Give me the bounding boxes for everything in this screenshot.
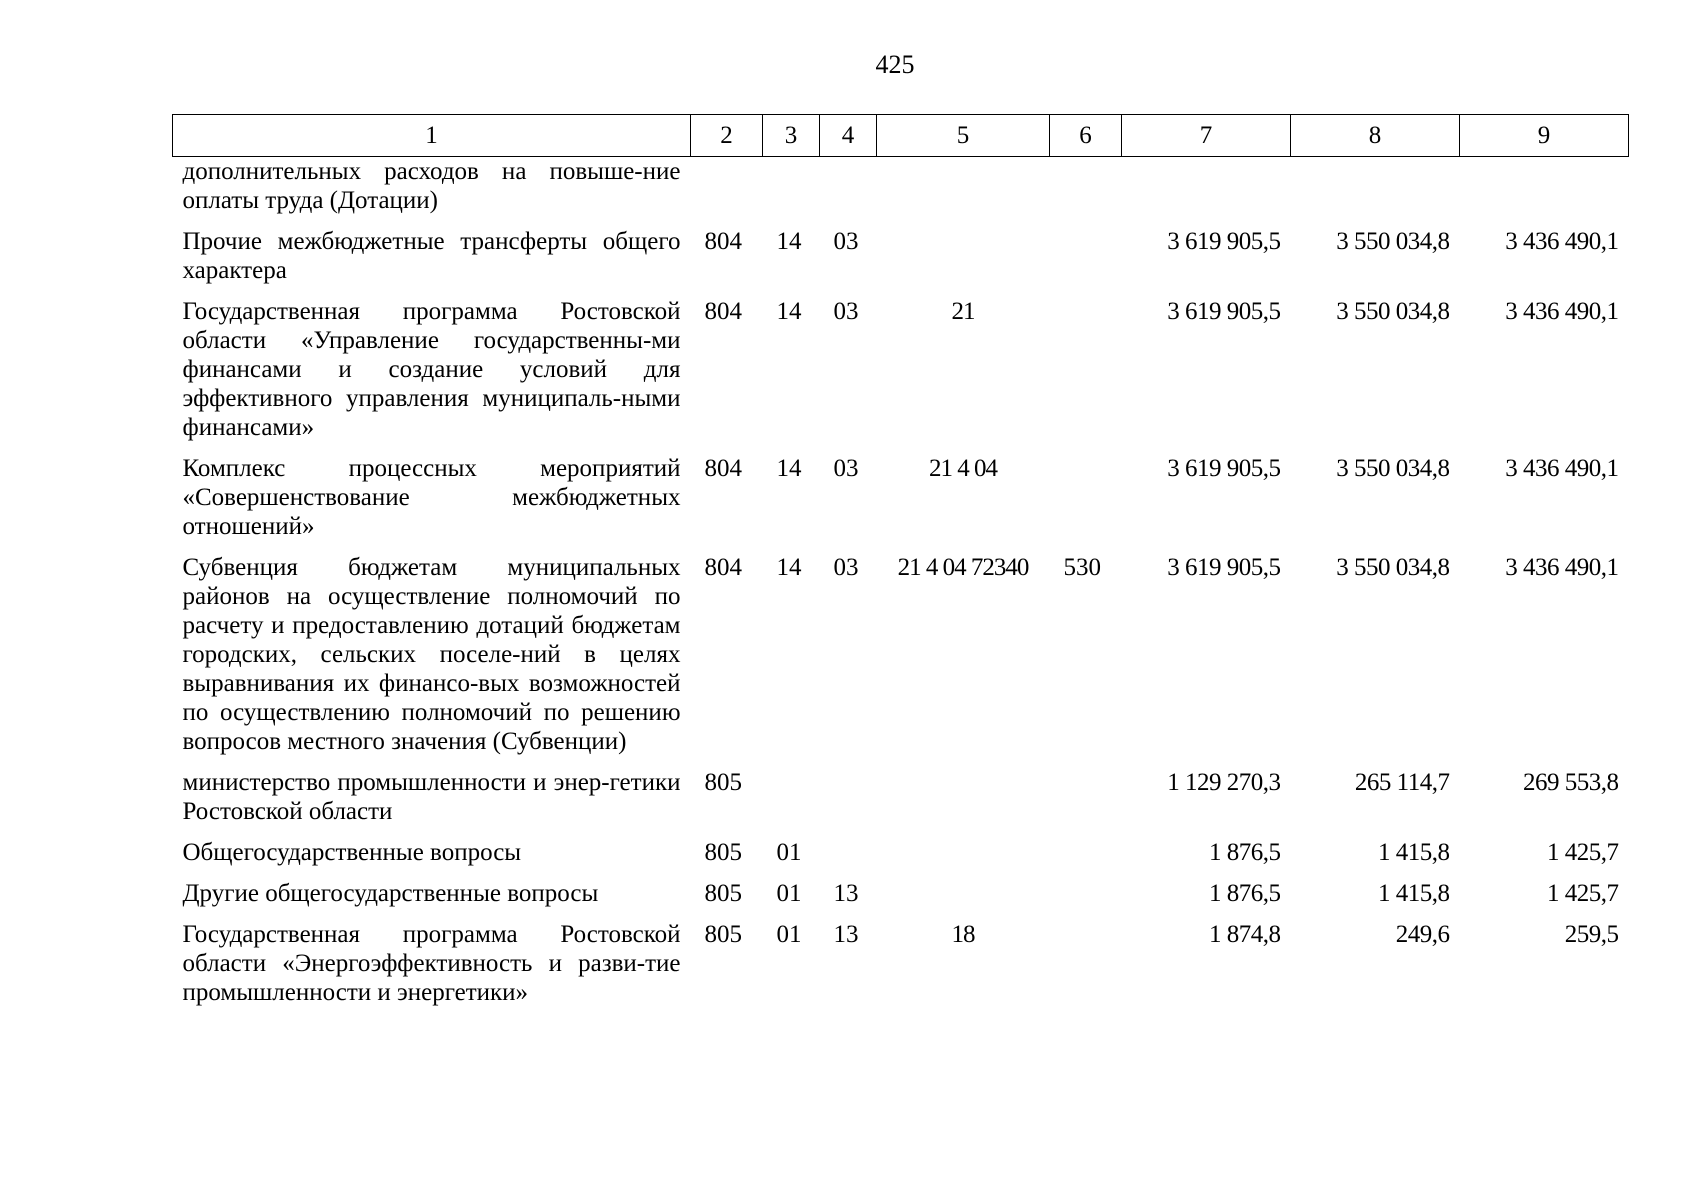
column-header-2: 2 [691, 115, 763, 157]
cell-ministry-code: 804 [704, 228, 742, 255]
cell-subsection-code [820, 838, 877, 879]
table-row [173, 227, 1629, 297]
cell-amount-col9 [1460, 157, 1629, 228]
column-header-6: 6 [1050, 115, 1122, 157]
cell-expense-type [1050, 227, 1122, 297]
cell-amount-col9: 259,5 [1564, 921, 1619, 948]
cell-expense-type: 530 [1063, 554, 1101, 581]
table-row [173, 768, 1629, 838]
cell-section-code: 01 [776, 839, 802, 866]
cell-amount-col7: 1 876,5 [1209, 880, 1281, 907]
table-row [173, 879, 1629, 920]
cell-amount-col9: 1 425,7 [1547, 880, 1619, 907]
cell-amount-col7: 3 619 905,5 [1167, 554, 1281, 581]
cell-ministry-code: 804 [704, 455, 742, 482]
cell-subsection-code [820, 768, 877, 838]
cell-target-article: 18 [951, 921, 975, 948]
cell-subsection-code: 13 [833, 921, 859, 948]
cell-amount-col7 [1122, 157, 1291, 228]
cell-target-article [877, 838, 1050, 879]
page-number: 425 [875, 50, 915, 79]
cell-amount-col9: 3 436 490,1 [1505, 298, 1619, 325]
cell-expense-type [1050, 157, 1122, 228]
cell-section-code: 14 [776, 554, 802, 581]
table-row [173, 157, 1629, 228]
cell-target-article: 21 [951, 298, 975, 325]
table-row [173, 920, 1629, 1019]
column-header-8: 8 [1291, 115, 1460, 157]
cell-expense-type [1050, 920, 1122, 1019]
cell-amount-col8: 265 114,7 [1354, 769, 1450, 796]
cell-subsection-code: 03 [833, 298, 859, 325]
cell-amount-col8: 3 550 034,8 [1336, 298, 1450, 325]
cell-amount-col9: 269 553,8 [1523, 769, 1619, 796]
row-name: Общегосударственные вопросы [182, 839, 522, 866]
cell-amount-col7: 1 874,8 [1209, 921, 1281, 948]
cell-target-article [877, 157, 1050, 228]
cell-subsection-code: 03 [833, 455, 859, 482]
cell-section-code: 14 [776, 298, 802, 325]
cell-target-article: 21 4 04 [929, 455, 997, 482]
cell-target-article [877, 768, 1050, 838]
cell-amount-col8: 1 415,8 [1378, 880, 1450, 907]
cell-amount-col8 [1291, 157, 1460, 228]
cell-subsection-code [820, 157, 877, 228]
row-name: дополнительных расходов на повыше-ние оплаты труда (Дотации) [182, 158, 681, 214]
cell-expense-type [1050, 838, 1122, 879]
cell-amount-col7: 3 619 905,5 [1167, 298, 1281, 325]
row-name: Субвенция бюджетам муниципальных районов на осуществление полномочий по расчету и предоставлению дотаций бюджетам городских, сельских поселе-ний в целях выравнивания их финансо-вых возможностей по осуществлению полномочий по решению вопросов местного значения (Субвенции) [182, 554, 681, 755]
cell-ministry-code: 805 [704, 921, 742, 948]
cell-ministry-code: 804 [704, 554, 742, 581]
row-name: Другие общегосударственные вопросы [182, 880, 599, 907]
cell-expense-type [1050, 879, 1122, 920]
table-header [173, 115, 1629, 157]
cell-target-article: 21 4 04 72340 [897, 554, 1029, 581]
cell-amount-col8: 249,6 [1395, 921, 1450, 948]
cell-section-code: 01 [776, 880, 802, 907]
row-name: Государственная программа Ростовской области «Управление государственны-ми финансами и создание условий для эффективного управления муниципаль-ными финансами» [182, 298, 681, 441]
header-row [173, 115, 1629, 157]
cell-subsection-code: 13 [833, 880, 859, 907]
cell-expense-type [1050, 768, 1122, 838]
column-header-5: 5 [877, 115, 1050, 157]
cell-subsection-code: 03 [833, 554, 859, 581]
cell-amount-col8: 3 550 034,8 [1336, 455, 1450, 482]
cell-amount-col8: 3 550 034,8 [1336, 228, 1450, 255]
cell-section-code: 14 [776, 455, 802, 482]
row-name: Прочие межбюджетные трансферты общего характера [182, 228, 681, 284]
cell-target-article [877, 879, 1050, 920]
cell-expense-type [1050, 297, 1122, 454]
cell-amount-col7: 1 876,5 [1209, 839, 1281, 866]
column-header-1: 1 [173, 115, 691, 157]
cell-section-code: 01 [776, 921, 802, 948]
table-body [173, 157, 1629, 1020]
cell-amount-col9: 3 436 490,1 [1505, 554, 1619, 581]
row-name: Государственная программа Ростовской области «Энергоэффективность и разви-тие промышленности и энергетики» [182, 921, 681, 1006]
cell-amount-col7: 1 129 270,3 [1167, 769, 1281, 796]
cell-section-code [763, 768, 820, 838]
cell-ministry-code [691, 157, 763, 228]
column-header-7: 7 [1122, 115, 1291, 157]
cell-target-article [877, 227, 1050, 297]
table-row [173, 297, 1629, 454]
column-header-4: 4 [820, 115, 877, 157]
table-row [173, 454, 1629, 553]
cell-section-code [763, 157, 820, 228]
table-row [173, 838, 1629, 879]
cell-amount-col9: 3 436 490,1 [1505, 228, 1619, 255]
cell-amount-col9: 1 425,7 [1547, 839, 1619, 866]
cell-ministry-code: 805 [704, 839, 742, 866]
cell-amount-col7: 3 619 905,5 [1167, 455, 1281, 482]
cell-section-code: 14 [776, 228, 802, 255]
column-header-9: 9 [1460, 115, 1629, 157]
budget-table [172, 114, 1629, 1019]
cell-expense-type [1050, 454, 1122, 553]
cell-amount-col8: 1 415,8 [1378, 839, 1450, 866]
table-row [173, 553, 1629, 768]
cell-amount-col8: 3 550 034,8 [1336, 554, 1450, 581]
cell-ministry-code: 805 [704, 880, 742, 907]
row-name: Комплекс процессных мероприятий «Совершенствование межбюджетных отношений» [182, 455, 681, 540]
column-header-3: 3 [763, 115, 820, 157]
cell-subsection-code: 03 [833, 228, 859, 255]
cell-amount-col7: 3 619 905,5 [1167, 228, 1281, 255]
cell-amount-col9: 3 436 490,1 [1505, 455, 1619, 482]
row-name: министерство промышленности и энер-гетики Ростовской области [182, 769, 681, 825]
cell-ministry-code: 805 [704, 769, 742, 796]
cell-ministry-code: 804 [704, 298, 742, 325]
